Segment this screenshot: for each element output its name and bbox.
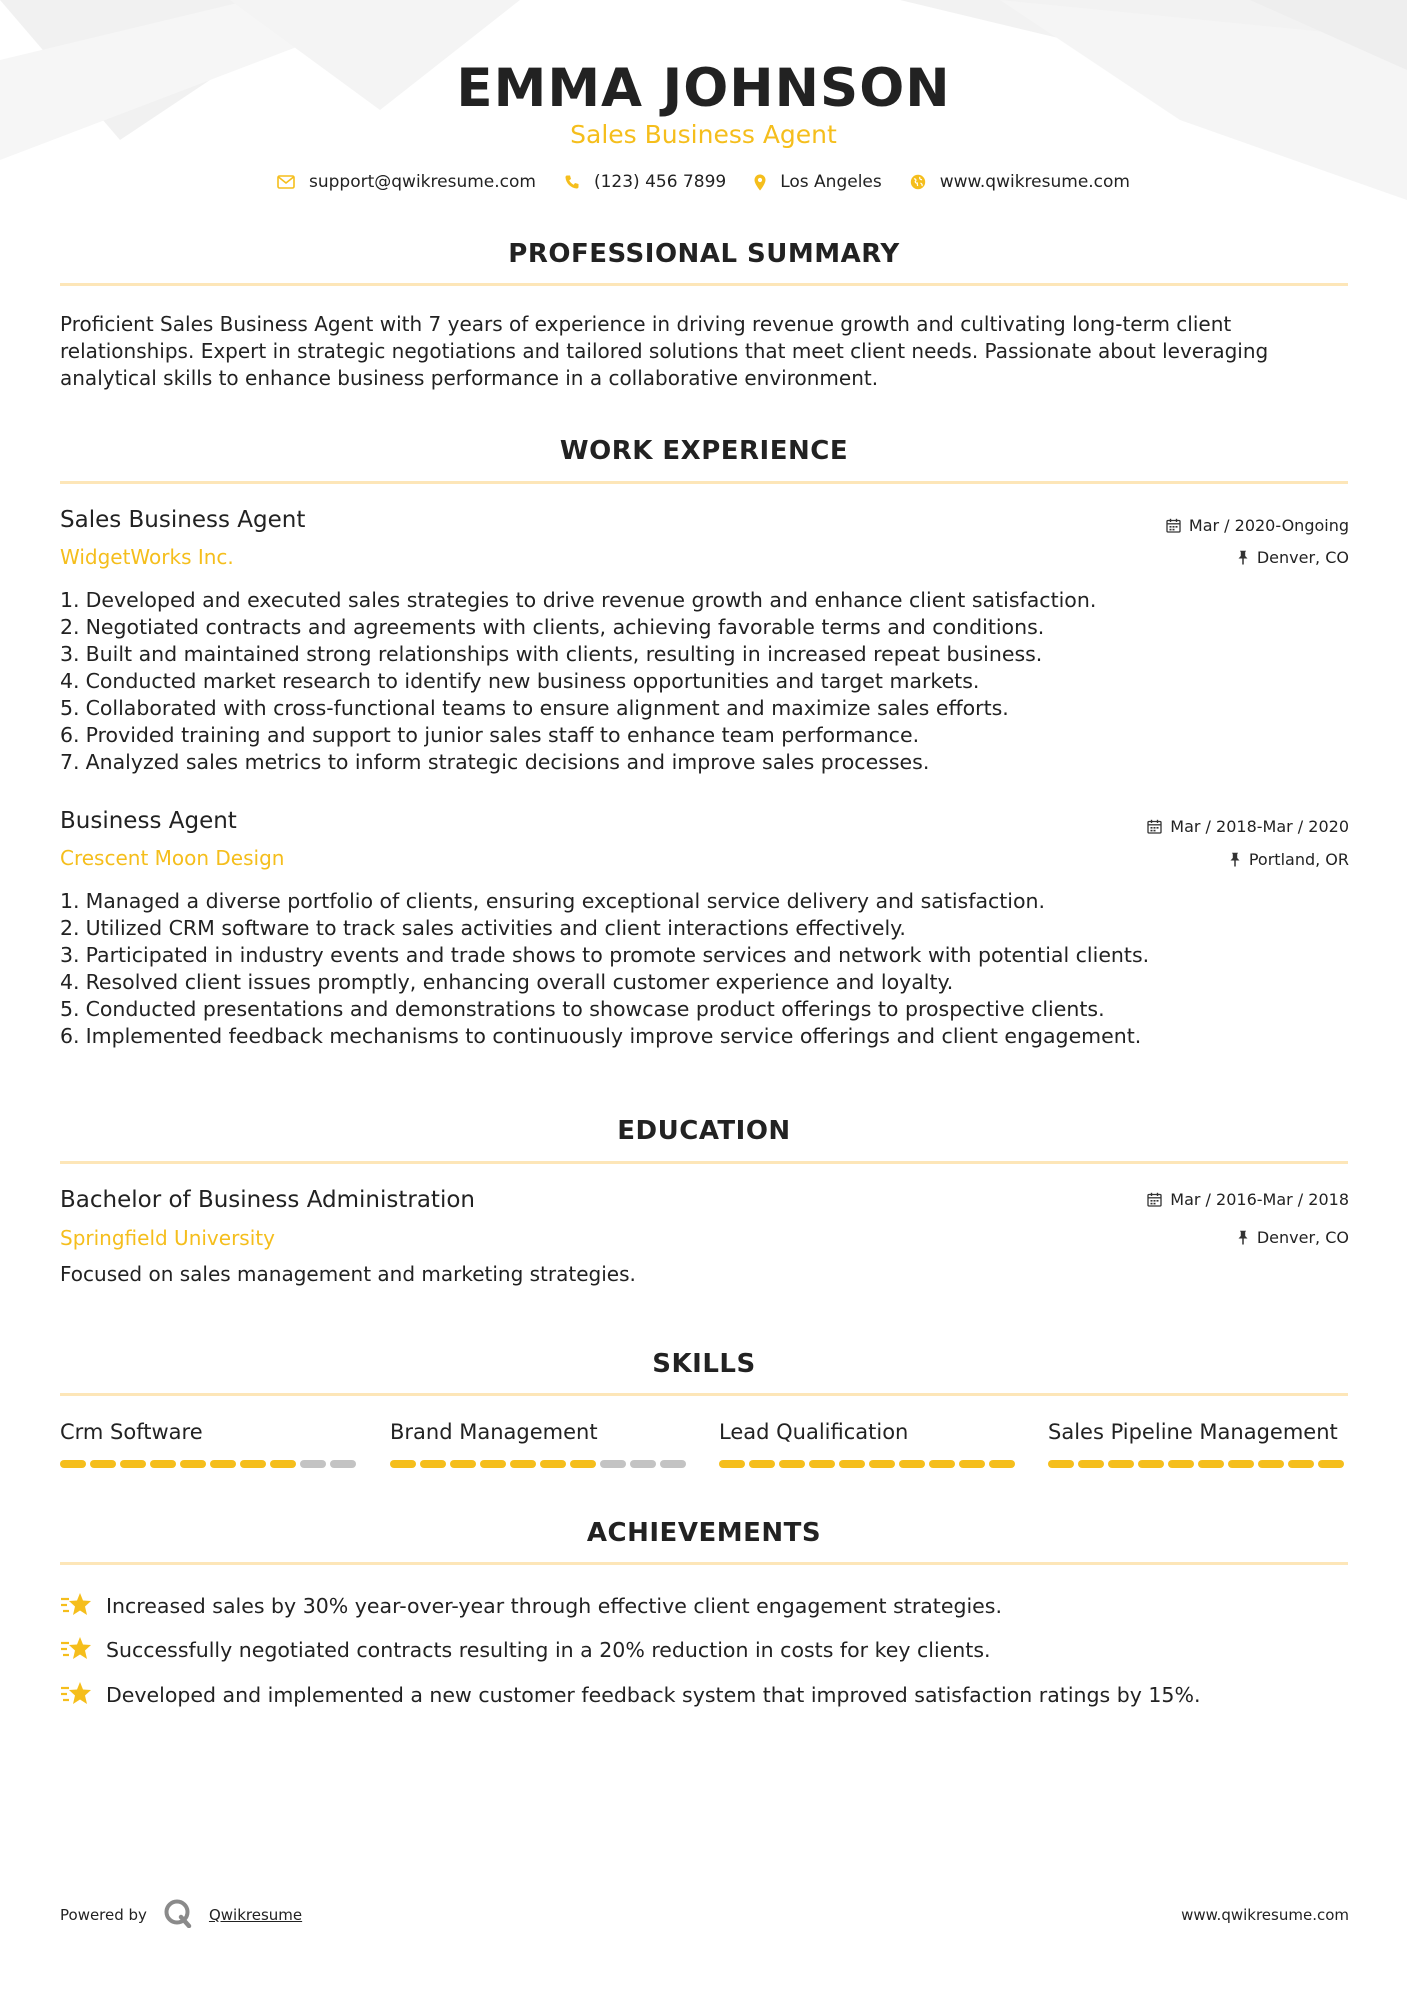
skill-label: Lead Qualification [719,1420,909,1444]
pin-icon [1237,1230,1249,1245]
job-company: Crescent Moon Design [60,846,285,870]
skill-segment-filled [480,1460,506,1468]
skill-segment-filled [1078,1460,1104,1468]
footer-powered-by [60,1898,302,1932]
list-item: 4. Resolved client issues promptly, enhancing overall customer experience and loyalty. [60,970,954,994]
skill-segment-filled [989,1460,1015,1468]
job-location [1229,850,1349,869]
skill-segment-filled [1168,1460,1194,1468]
job-location [1237,548,1349,567]
candidate-role: Sales Business Agent [570,120,837,149]
location-text: Los Angeles [780,172,882,192]
skill-segment-filled [240,1460,266,1468]
website-text: www.qwikresume.com [939,172,1130,192]
qwikresume-logo-icon [163,1898,193,1932]
education-heading: EDUCATION [617,1116,791,1146]
skill-segment-filled [1228,1460,1254,1468]
skill-segment-filled [719,1460,745,1468]
summary-divider [60,283,1348,286]
skill-item [719,1420,1019,1468]
skills-divider [60,1393,1348,1396]
education-location [1237,1228,1349,1247]
skill-segment-filled [60,1460,86,1468]
contact-bar [0,172,1407,192]
degree-title: Bachelor of Business Administration [60,1187,475,1213]
education-divider [60,1161,1348,1164]
calendar-icon [1147,1192,1162,1207]
list-item: 2. Negotiated contracts and agreements with clients, achieving favorable terms and conditions. [60,615,1045,639]
achievement-text: Successfully negotiated contracts resulting in a 20% reduction in costs for key clients. [106,1638,991,1662]
skill-level-bar [390,1460,690,1468]
skill-segment-filled [120,1460,146,1468]
list-item: 3. Participated in industry events and trade shows to promote services and network with potential clients. [60,943,1150,967]
list-item: 7. Analyzed sales metrics to inform strategic decisions and improve sales processes. [60,750,930,774]
contact-location [754,172,882,192]
skill-segment-filled [1048,1460,1074,1468]
job-dates [1147,817,1349,836]
skill-segment-filled [390,1460,416,1468]
education-location-text: Denver, CO [1256,1228,1349,1247]
skill-level-bar [60,1460,360,1468]
pin-icon [1237,550,1249,565]
candidate-name: EMMA JOHNSON [456,58,951,119]
education-description: Focused on sales management and marketing strategies. [60,1262,636,1286]
skill-label: Sales Pipeline Management [1048,1420,1338,1444]
list-item: 1. Managed a diverse portfolio of clients, ensuring exceptional service delivery and satisfaction. [60,889,1046,913]
skill-segment-filled [749,1460,775,1468]
skill-segment-empty [630,1460,656,1468]
skills-heading: SKILLS [652,1349,756,1379]
achievement-text: Increased sales by 30% year-over-year through effective client engagement strategies. [106,1594,1002,1618]
star-icon [60,1679,92,1711]
job-duties-list [60,587,1350,776]
skill-segment-filled [180,1460,206,1468]
skill-level-bar [1048,1460,1348,1468]
list-item: 5. Collaborated with cross-functional teams to ensure alignment and maximize sales efforts. [60,696,1009,720]
skill-segment-filled [510,1460,536,1468]
list-item: 6. Implemented feedback mechanisms to continuously improve service offerings and client engagement. [60,1024,1142,1048]
map-pin-icon [754,174,766,191]
brand-link[interactable]: Qwikresume [208,1906,303,1924]
skill-segment-filled [150,1460,176,1468]
skill-item [1048,1420,1348,1468]
contact-email[interactable] [277,172,536,192]
list-item: 1. Developed and executed sales strategies to drive revenue growth and enhance client satisfaction. [60,588,1097,612]
job-title: Business Agent [60,808,237,834]
skill-item [390,1420,690,1468]
footer-website[interactable]: www.qwikresume.com [1181,1906,1349,1924]
skill-label: Crm Software [60,1420,203,1444]
job-title: Sales Business Agent [60,507,306,533]
experience-divider [60,481,1348,484]
achievements-heading: ACHIEVEMENTS [586,1518,822,1548]
calendar-icon [1147,819,1162,834]
skill-segment-filled [1318,1460,1344,1468]
pin-icon [1229,852,1241,867]
skill-segment-filled [959,1460,985,1468]
achievement-item [60,1634,991,1666]
globe-icon [910,174,926,190]
school-name: Springfield University [60,1226,275,1250]
phone-text: (123) 456 7899 [593,172,727,192]
skill-item [60,1420,360,1468]
envelope-icon [277,175,295,189]
skill-segment-filled [809,1460,835,1468]
skill-segment-filled [1138,1460,1164,1468]
summary-text: Proficient Sales Business Agent with 7 years of experience in driving revenue growth and cultivating long-term client relationships. Expert in strategic negotiations and tailored solutions that meet client needs. Passionate about leveraging analytical skills to enhance business performance in a collaborative environment. [60,312,1269,390]
contact-phone[interactable] [564,172,726,192]
skill-segment-empty [600,1460,626,1468]
list-item: 3. Built and maintained strong relationships with clients, resulting in increased repeat business. [60,642,1043,666]
job-dates-text: Mar / 2020-Ongoing [1188,516,1349,535]
skill-segment-filled [1288,1460,1314,1468]
job-dates-text: Mar / 2018-Mar / 2020 [1170,817,1349,836]
contact-website[interactable] [910,172,1130,192]
skill-segment-filled [779,1460,805,1468]
job-company: WidgetWorks Inc. [60,545,234,569]
skill-segment-filled [210,1460,236,1468]
skill-segment-filled [839,1460,865,1468]
achievement-item [60,1679,1200,1711]
list-item: 5. Conducted presentations and demonstrations to showcase product offerings to prospective clients. [60,997,1105,1021]
skill-segment-filled [899,1460,925,1468]
skill-segment-filled [90,1460,116,1468]
powered-by-label: Powered by [60,1906,147,1924]
education-dates [1147,1190,1349,1209]
achievement-item [60,1590,1002,1622]
skill-segment-empty [660,1460,686,1468]
list-item: 6. Provided training and support to junior sales staff to enhance team performance. [60,723,920,747]
skill-segment-filled [540,1460,566,1468]
list-item: 4. Conducted market research to identify new business opportunities and target markets. [60,669,980,693]
star-icon [60,1590,92,1622]
skill-segment-filled [270,1460,296,1468]
skill-segment-filled [420,1460,446,1468]
skill-segment-empty [300,1460,326,1468]
skill-segment-filled [929,1460,955,1468]
skill-label: Brand Management [390,1420,598,1444]
summary-heading: PROFESSIONAL SUMMARY [508,239,900,269]
job-dates [1166,516,1349,535]
phone-icon [564,174,580,190]
skill-segment-filled [450,1460,476,1468]
skill-segment-filled [1198,1460,1224,1468]
job-duties-list [60,888,1350,1050]
achievement-text: Developed and implemented a new customer feedback system that improved satisfaction ratings by 15%. [106,1683,1201,1707]
job-location-text: Portland, OR [1248,850,1349,869]
email-text: support@qwikresume.com [309,172,536,192]
star-icon [60,1634,92,1666]
calendar-icon [1166,518,1181,533]
skill-segment-filled [869,1460,895,1468]
list-item: 2. Utilized CRM software to track sales activities and client interactions effectively. [60,916,906,940]
experience-heading: WORK EXPERIENCE [559,436,849,466]
skill-segment-filled [1258,1460,1284,1468]
skill-segment-empty [330,1460,356,1468]
achievements-divider [60,1562,1348,1565]
job-location-text: Denver, CO [1256,548,1349,567]
skill-level-bar [719,1460,1019,1468]
skill-segment-filled [1108,1460,1134,1468]
education-dates-text: Mar / 2016-Mar / 2018 [1170,1190,1349,1209]
skill-segment-filled [570,1460,596,1468]
